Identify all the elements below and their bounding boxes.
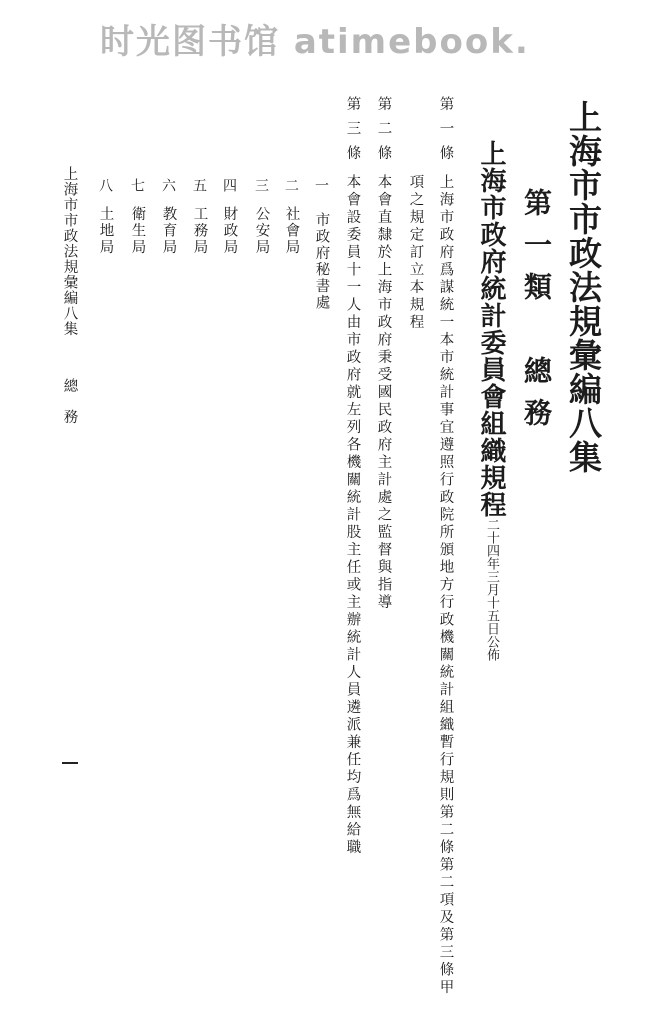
list-item-4-name: 財政局 bbox=[221, 206, 238, 256]
article-1-line-2: 項之規定訂立本規程 bbox=[407, 174, 424, 332]
watermark: 时光图书馆 atimebook. bbox=[100, 22, 530, 62]
list-item-7-num: 七 bbox=[129, 178, 145, 192]
list-item-1-name: 市政府秘書處 bbox=[313, 212, 330, 311]
list-item-2-num: 二 bbox=[283, 178, 299, 192]
article-1-line-1: 上海市政府爲謀統一本市統計事宜遵照行政院所頒地方行政機關統計組織暫行規則第二條第二項及第三條甲 bbox=[437, 174, 454, 997]
page-number-mark bbox=[62, 762, 78, 764]
page-number bbox=[62, 752, 63, 754]
list-item-5-name: 工務局 bbox=[191, 206, 208, 256]
article-3-text: 本會設委員十一人由市政府就左列各機關統計股主任或主辦統計人員遴派兼任均爲無給職 bbox=[344, 174, 361, 857]
book-title: 上海市市政法規彙編八集 bbox=[564, 100, 603, 474]
list-item-6-num: 六 bbox=[160, 178, 176, 192]
list-item-1-num: 一 bbox=[313, 178, 329, 192]
list-item-3-name: 公安局 bbox=[253, 206, 270, 256]
list-item-3-num: 三 bbox=[253, 178, 269, 192]
list-item-7-name: 衛生局 bbox=[129, 206, 146, 256]
article-3-label: 第三條 bbox=[344, 96, 361, 170]
list-item-2-name: 社會局 bbox=[283, 206, 300, 256]
section-title: 第一類 總務 bbox=[520, 188, 553, 440]
list-item-6-name: 教育局 bbox=[160, 206, 177, 256]
regulation-title-text: 上海市政府統計委員會組織規程 bbox=[476, 140, 506, 518]
list-item-5-num: 五 bbox=[191, 178, 207, 192]
regulation-title bbox=[478, 140, 504, 661]
promulgation-date: 二十四年三月十五日公佈 bbox=[484, 518, 499, 661]
list-item-8-num: 八 bbox=[97, 178, 113, 192]
article-2-label: 第二條 bbox=[375, 96, 392, 170]
article-1-label: 第一條 bbox=[437, 96, 454, 170]
footer-book-title: 上海市市政法規彙編八集 bbox=[61, 166, 78, 337]
footer-section: 總 務 bbox=[61, 378, 78, 425]
list-item-4-num: 四 bbox=[221, 178, 237, 192]
article-2-text: 本會直隸於上海市政府秉受國民政府主計處之監督與指導 bbox=[375, 174, 392, 612]
list-item-8-name: 土地局 bbox=[97, 206, 114, 256]
